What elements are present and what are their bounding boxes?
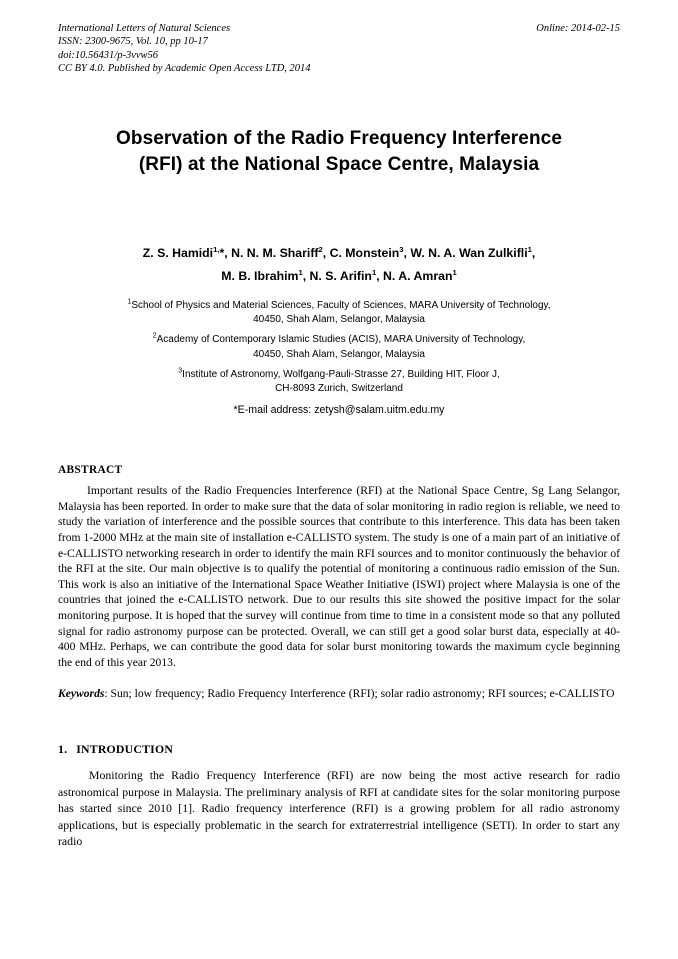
author-line-1-end: , xyxy=(531,246,536,260)
affiliation-2-line-2: 40450, Shah Alam, Selangor, Malaysia xyxy=(253,348,425,360)
author-hamidi-sup: 1, xyxy=(213,244,220,254)
affiliation-list xyxy=(58,299,620,396)
affiliation-3-line-2: CH-8093 Zurich, Switzerland xyxy=(275,383,403,395)
affiliation-3 xyxy=(58,368,620,396)
author-monstein-sup: 3 xyxy=(399,244,404,254)
section-heading-introduction xyxy=(58,742,620,757)
affiliation-3-line-1: Institute of Astronomy, Wolfgang-Pauli-Strasse 27, Building HIT, Floor J, xyxy=(182,368,500,380)
keywords xyxy=(58,686,620,702)
license: CC BY 4.0. Published by Academic Open Access LTD, 2014 xyxy=(58,63,311,75)
author-line-1 xyxy=(58,242,620,265)
title-line-2: (RFI) at the National Space Centre, Malaysia xyxy=(138,154,540,175)
author-arifin: , N. S. Arifin xyxy=(302,269,372,283)
author-amran: , N. A. Amran xyxy=(376,269,453,283)
affiliation-3-sup: 3 xyxy=(178,367,183,375)
author-hamidi-star: *, xyxy=(219,246,232,260)
page-header xyxy=(58,22,620,80)
author-zulkifli: , W. N. A. Wan Zulkifli xyxy=(403,246,528,260)
doi: doi:10.56431/p-3vvw56 xyxy=(58,49,159,61)
author-ibrahim-sup: 1 xyxy=(298,267,303,277)
affiliation-1-line-2: 40450, Shah Alam, Selangor, Malaysia xyxy=(253,314,425,326)
author-amran-sup: 1 xyxy=(452,267,457,277)
corresponding-email: *E-mail address: zetysh@salam.uitm.edu.my xyxy=(233,404,445,417)
author-shariff-sup: 2 xyxy=(318,244,323,254)
author-monstein: , C. Monstein xyxy=(322,246,400,260)
issn-volume: ISSN: 2300-9675, Vol. 10, pp 10-17 xyxy=(58,36,208,48)
introduction-paragraph: Monitoring the Radio Frequency Interference (RFI) are now being the most active research for radio astronomical purpose in Malaysia. The preliminary analysis of RFI at candidate sites for the solar monitoring purpose has started since 2010 [1]. Radio frequency interference (RFI) is a growing problem for all radio astronomy applications, but is especially problematic in the search for extraterrestrial intelligence (SETI). In order to start any radio xyxy=(58,767,620,849)
affiliation-2-sup: 2 xyxy=(152,333,157,341)
title-line-1: Observation of the Radio Frequency Interference xyxy=(115,128,563,149)
author-hamidi: Z. S. Hamidi xyxy=(142,246,214,260)
header-left xyxy=(58,22,488,76)
online-date: Online: 2014-02-15 xyxy=(536,23,620,34)
author-line-2 xyxy=(58,265,620,288)
affiliation-2 xyxy=(58,333,620,361)
abstract-heading: ABSTRACT xyxy=(58,464,123,477)
section-number: 1. xyxy=(58,741,68,756)
affiliation-2-line-1: Academy of Contemporary Islamic Studies (ACIS), MARA University of Technology, xyxy=(156,334,526,346)
keywords-label: Keywords xyxy=(58,687,105,701)
author-arifin-sup: 1 xyxy=(371,267,377,277)
header-right xyxy=(536,22,620,35)
keywords-text: : Sun; low frequency; Radio Frequency Interference (RFI); solar radio astronomy; RFI sources; e-CALLISTO xyxy=(104,687,615,701)
section-title: INTRODUCTION xyxy=(76,741,174,756)
affiliation-1 xyxy=(58,299,620,327)
affiliation-1-sup: 1 xyxy=(127,298,132,306)
author-ibrahim: M. B. Ibrahim xyxy=(221,269,299,283)
author-shariff: N. N. M. Shariff xyxy=(231,246,319,260)
page-title xyxy=(58,126,620,178)
abstract-text: Important results of the Radio Frequencies Interference (RFI) at the National Space Centre, Sg Lang Selangor, Malaysia has been reported. In order to make sure that the data of solar monitoring in radio region is reliable, we need to study the variation of interference and the possible sources that contribute to this interference. This data has been taken from 1-2000 MHz at the main site of installation e-CALLISTO system. The study is one of a main part of an initiative of e-CALLISTO networking research in order to identify the main RFI sources and to monitor continuously the behavior of the RFI at the site. Our main objective is to qualify the potential of monitoring a continuous radio emission of the Sun. This work is also an initiative of the International Space Weather Initiative (ISWI) project where Malaysia is one of the countries that joined the e-CALLISTO network. Due to our results this site showed the positive impact for the solar monitoring purpose. It is hoped that the survey will continue from time to time in a consistent mode so that any polluted signal for radio astronomy purpose can be protected. Overall, we can still get a good solar burst data, especially at 40-400 MHz. Perhaps, we can contribute the good data for solar burst monitoring towards the maximum cycle beginning the end of this year 2013. xyxy=(58,484,620,669)
affiliation-1-line-1: School of Physics and Material Sciences, Faculty of Sciences, MARA University of Technology, xyxy=(131,300,551,311)
author-zulkifli-sup: 1 xyxy=(527,244,532,254)
journal-name: International Letters of Natural Sciences xyxy=(58,23,231,34)
author-list xyxy=(58,242,620,288)
